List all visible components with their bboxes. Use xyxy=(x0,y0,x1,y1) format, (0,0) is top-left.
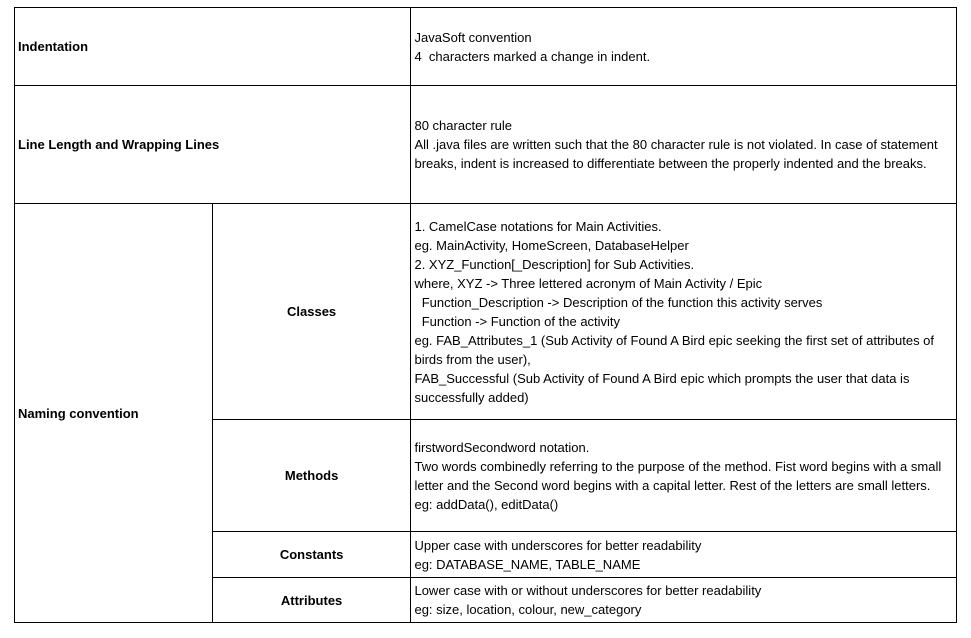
attributes-description xyxy=(411,578,957,623)
methods-line-2: Two words combinedly referring to the purpose of the method. Fist word begins with a small letter and the Second word begins with a capital letter. Rest of the letters are small letters. xyxy=(414,458,945,493)
classes-line-2: eg. MainActivity, HomeScreen, DatabaseHelper xyxy=(414,237,689,253)
methods-label: Methods xyxy=(212,420,411,532)
classes-line-8: FAB_Successful (Sub Activity of Found A Bird epic which prompts the user that data is successfully added) xyxy=(414,370,914,405)
classes-line-7: eg. FAB_Attributes_1 (Sub Activity of Found A Bird epic seeking the first set of attributes of birds from the user), xyxy=(414,332,938,367)
constants-description xyxy=(411,532,957,578)
indentation-label: Indentation xyxy=(15,8,411,86)
constants-line-2: eg: DATABASE_NAME, TABLE_NAME xyxy=(414,556,641,572)
classes-line-5: Function_Description -> Description of the function this activity serves xyxy=(414,294,823,310)
table-row-indentation xyxy=(15,8,957,86)
line-length-line-1: 80 character rule xyxy=(414,118,513,133)
indentation-description xyxy=(411,8,957,86)
attributes-label: Attributes xyxy=(212,578,411,623)
methods-line-3: eg: addData(), editData() xyxy=(414,496,559,512)
line-length-label: Line Length and Wrapping Lines xyxy=(15,86,411,204)
classes-description xyxy=(411,204,957,420)
attributes-line-2: eg: size, location, colour, new_category xyxy=(414,602,642,617)
coding-conventions-table xyxy=(14,7,957,623)
line-length-description xyxy=(411,86,957,204)
attributes-line-1: Lower case with or without underscores for better readability xyxy=(414,583,762,598)
methods-description xyxy=(411,420,957,532)
naming-convention-label: Naming convention xyxy=(15,204,213,623)
constants-label: Constants xyxy=(212,532,411,578)
classes-line-4: where, XYZ -> Three lettered acronym of Main Activity / Epic xyxy=(414,275,763,291)
classes-line-1: 1. CamelCase notations for Main Activities. xyxy=(414,218,662,234)
indentation-line-2: 4 characters marked a change in indent. xyxy=(414,48,651,64)
table-row-classes xyxy=(15,204,957,420)
table-row-line-length xyxy=(15,86,957,204)
constants-line-1: Upper case with underscores for better readability xyxy=(414,537,702,553)
line-length-line-2: All .java files are written such that the 80 character rule is not violated. In case of statement breaks, indent is increased to differentiate between the properly indented and the breaks. xyxy=(414,137,942,171)
classes-line-3: 2. XYZ_Function[_Description] for Sub Activities. xyxy=(414,256,695,272)
classes-line-6: Function -> Function of the activity xyxy=(414,313,621,329)
methods-line-1: firstwordSecondword notation. xyxy=(414,439,590,455)
classes-label: Classes xyxy=(212,204,411,420)
indentation-line-1: JavaSoft convention xyxy=(414,29,532,45)
